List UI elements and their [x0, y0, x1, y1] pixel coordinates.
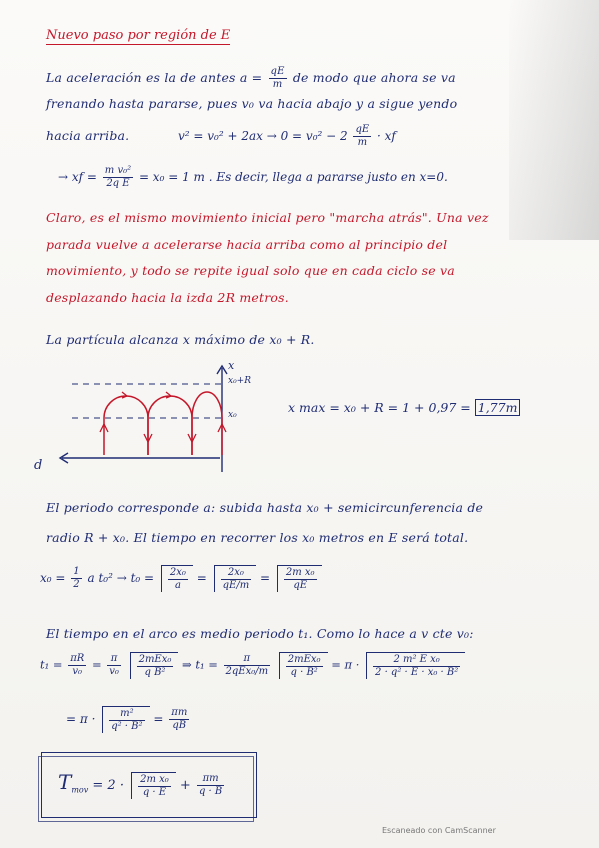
- label-x0-plus-r: x₀+R: [228, 376, 252, 386]
- scanner-watermark: Escaneado con CamScanner: [382, 826, 496, 835]
- numerator: 2 m² E x₀: [373, 654, 460, 667]
- numerator: π: [224, 653, 271, 666]
- denominator: q² · B²: [111, 721, 143, 732]
- equation-text: = π ·: [66, 712, 96, 726]
- text-line: radio R + x₀. El tiempo en recorrer los x₀ metros en E será total.: [46, 530, 469, 545]
- sqrt: [161, 565, 193, 592]
- trajectory-arrows: [100, 392, 226, 442]
- equation-t1: t₁ = $\frac{\pi R}{\text{v₀}}$ = $\frac{\pi}{\text{v₀}}$ $\frac{\text{2mEx₀}}{\text{q B²}}$ ⇒ t₁ = $\frac{\pi}{\text{2qEx₀/m}}$ $\frac{\text{2mEx₀}}{\text{q · B²}}$ = π · $\frac{\text{2 m² E x₀}}{\text{2 · q² · E · x₀ · B²}}$: [40, 652, 465, 679]
- fraction: [284, 567, 317, 592]
- fraction: [169, 707, 189, 732]
- denominator: q · B: [198, 786, 223, 797]
- text-line: El periodo corresponde a: subida hasta x₀ + semicircunferencia de: [46, 500, 484, 515]
- denominator: 2qEx₀/m: [225, 666, 269, 677]
- fraction: [286, 654, 323, 679]
- denominator: q B²: [144, 667, 166, 678]
- equation-text: +: [179, 778, 191, 793]
- fraction: [107, 653, 121, 678]
- numerator: πm: [197, 773, 224, 786]
- sqrt: [102, 706, 149, 733]
- denominator: q · E: [142, 787, 167, 798]
- numerator: qE: [270, 66, 285, 77]
- numerator: 2x₀: [169, 567, 186, 578]
- denominator: 2q E: [106, 178, 130, 189]
- denominator: a: [174, 580, 181, 591]
- arch-2: [148, 396, 192, 455]
- final-equation: [58, 770, 226, 799]
- denominator: qE/m: [222, 580, 250, 591]
- numerator: m v₀²: [104, 165, 132, 176]
- fraction: [221, 567, 252, 592]
- trajectory-path: [104, 392, 222, 455]
- fraction: [224, 653, 271, 678]
- xmax-result-box: 1,77m: [475, 399, 521, 416]
- equation-text: = π ·: [331, 657, 360, 672]
- text-line: El tiempo en el arco es medio periodo t₁. Como lo hace a v cte v₀:: [46, 626, 474, 641]
- numerator: πR: [70, 653, 85, 664]
- numerator: πm: [171, 707, 188, 718]
- denominator: q · B²: [290, 667, 318, 678]
- fraction: [138, 774, 171, 799]
- denominator: qE: [293, 580, 308, 591]
- text-line: parada vuelve a acelerarse hacia arriba como al principio del: [46, 237, 448, 252]
- numerator: 2mEx₀: [138, 654, 172, 665]
- equation-text: ⇒ t₁ =: [182, 657, 218, 672]
- equation-text: =: [153, 712, 164, 726]
- numerator: m²: [109, 708, 144, 721]
- equation-text: a t₀² → t₀ =: [87, 571, 155, 585]
- fraction: [109, 708, 144, 733]
- sqrt: [277, 565, 322, 592]
- period-symbol: T: [58, 770, 72, 794]
- equation-text: · xf: [377, 129, 396, 143]
- arch-1: [104, 396, 148, 455]
- equation-text: x max = x₀ + R = 1 + 0,97 =: [288, 400, 471, 415]
- text-fragment: La aceleración es la de antes a =: [46, 70, 263, 85]
- text-line: desplazando hacia la izda 2R metros.: [46, 290, 289, 305]
- denominator: m: [272, 79, 283, 90]
- fraction: [137, 654, 174, 679]
- page-title: Nuevo paso por región de E: [46, 28, 231, 43]
- denominator: qB: [172, 720, 187, 731]
- denominator: v₀: [72, 666, 83, 677]
- axis-label-x: x: [228, 359, 235, 372]
- sqrt: [214, 565, 257, 592]
- equation-t1-result: [66, 706, 191, 733]
- equation-text: v² = v₀² + 2ax → 0 = v₀² − 2: [178, 129, 348, 143]
- denominator: v₀: [109, 666, 119, 677]
- axis-label-d: d: [34, 458, 43, 473]
- sqrt: [366, 652, 465, 679]
- numerator: 2mEx₀: [287, 654, 321, 665]
- equation-text: t₁ =: [40, 657, 63, 672]
- denominator: 2 · q² · E · x₀ · B²: [375, 667, 459, 678]
- period-subscript: mov: [71, 785, 89, 795]
- numerator: 2m x₀: [140, 774, 169, 785]
- text-line: Claro, es el mismo movimiento inicial pero "marcha atrás". Una vez: [46, 210, 489, 225]
- fraction: [168, 567, 188, 592]
- xmax-equation: [288, 400, 520, 415]
- numerator: 2m x₀: [285, 567, 315, 578]
- numerator: 1: [73, 566, 80, 577]
- text-line: frenando hasta pararse, pues v₀ va hacia abajo y a sigue yendo: [46, 96, 458, 111]
- equation-text: x₀ =: [40, 571, 66, 585]
- fraction: [71, 566, 81, 591]
- denominator: m: [357, 137, 368, 148]
- numerator: π: [107, 653, 121, 666]
- fraction: [373, 654, 460, 679]
- label-x0: x₀: [228, 410, 237, 420]
- denominator: 2: [73, 579, 80, 590]
- numerator: qE: [355, 124, 370, 135]
- text-line: La partícula alcanza x máximo de x₀ + R.: [46, 332, 315, 347]
- arch-3: [192, 392, 222, 455]
- equation-text: → xf =: [58, 170, 97, 184]
- numerator: 2x₀: [221, 567, 252, 580]
- sqrt: [130, 652, 179, 679]
- equation-text: = x₀ = 1 m . Es decir, llega a pararse justo en x=0.: [138, 170, 448, 184]
- fraction: [68, 653, 86, 678]
- equation-t0: x₀ = $\frac{1}{2}$ a t₀² → t₀ = $\frac{\text{2x₀}}{a}$ = $\frac{\text{2x₀}}{qE/m}$ = $\frac{\text{2m x₀}}{qE}$: [40, 565, 322, 592]
- sqrt: [131, 772, 176, 799]
- text-fragment: de modo que ahora se va: [292, 70, 456, 85]
- equation-text: = 2 ·: [92, 778, 124, 793]
- text-fragment: hacia arriba.: [46, 128, 130, 143]
- fraction: [197, 773, 224, 798]
- sqrt: [279, 652, 328, 679]
- text-line: movimiento, y todo se repite igual solo que en cada ciclo se va: [46, 263, 455, 278]
